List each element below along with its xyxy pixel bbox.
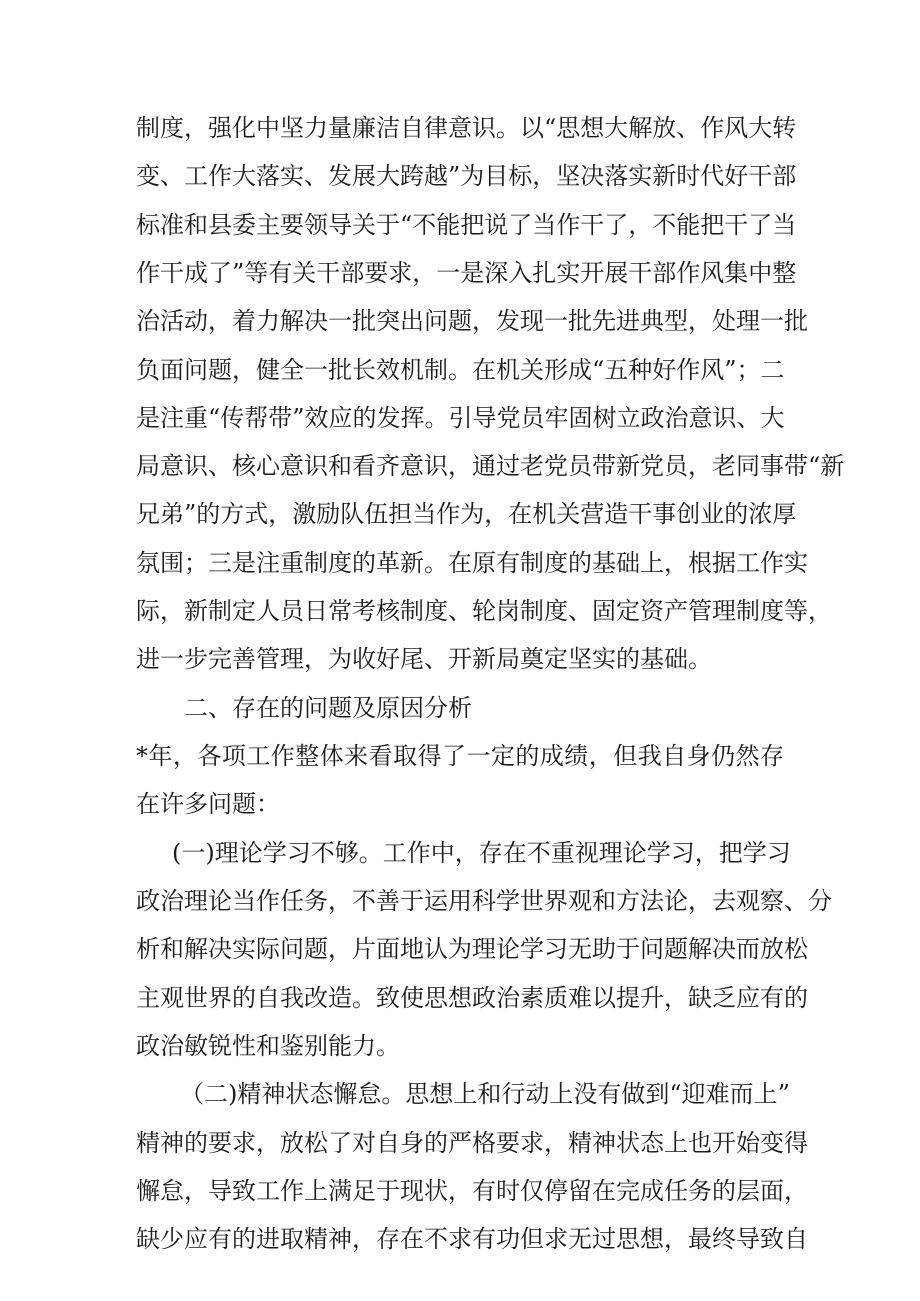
text-line: 政治敏锐性和鉴别能力。 (136, 1032, 400, 1060)
text-line: 是注重“传帮带”效应的发挥。引导党员牢固树立政治意识、大 (136, 404, 785, 432)
text-line: 局意识、核心意识和看齐意识，通过老党员带新党员，老同事带“新 (136, 452, 845, 480)
section-heading: 二、存在的问题及原因分析 (184, 694, 472, 722)
text-line: 制度，强化中坚力量廉洁自律意识。以“思想大解放、作风大转 (136, 114, 797, 142)
text-line: (一)理论学习不够。工作中，存在不重视理论学习，把学习 (172, 839, 791, 867)
text-line: 氛围；三是注重制度的革新。在原有制度的基础上，根据工作实 (136, 549, 808, 577)
text-line: 析和解决实际问题，片面地认为理论学习无助于问题解决而放松 (136, 935, 808, 963)
text-line: 进一步完善管理，为收好尾、开新局奠定坚实的基础。 (136, 645, 712, 673)
text-line: *年，各项工作整体来看取得了一定的成绩，但我自身仍然存 (136, 742, 784, 770)
text-line: （二)精神状态懈怠。思想上和行动上没有做到“迎难而上” (180, 1080, 790, 1108)
text-line: 主观世界的自我改造。致使思想政治素质难以提升，缺乏应有的 (136, 984, 808, 1012)
text-line: 标准和县委主要领导关于“不能把说了当作干了，不能把干了当 (136, 211, 797, 239)
text-line: 兄弟”的方式，激励队伍担当作为，在机关营造干事创业的浓厚 (136, 500, 797, 528)
text-line: 治活动，着力解决一批突出问题，发现一批先进典型，处理一批 (136, 307, 808, 335)
text-line: 精神的要求，放松了对自身的严格要求，精神状态上也开始变得 (136, 1129, 808, 1157)
text-line: 变、工作大落实、发展大跨越”为目标，坚决落实新时代好干部 (136, 162, 797, 190)
text-line: 作干成了”等有关干部要求，一是深入扎实开展干部作风集中整 (136, 259, 797, 287)
text-line: 负面问题，健全一批长效机制。在机关形成“五种好作风”；二 (136, 356, 785, 384)
text-line: 政治理论当作任务，不善于运用科学世界观和方法论，去观察、分 (136, 887, 832, 915)
text-line: 懈怠，导致工作上满足于现状，有时仅停留在完成任务的层面， (136, 1177, 808, 1205)
text-line: 在许多问题： (136, 790, 280, 818)
text-line: 际，新制定人员日常考核制度、轮岗制度、固定资产管理制度等， (136, 597, 832, 625)
text-line: 缺少应有的进取精神，存在不求有功但求无过思想，最终导致自 (136, 1225, 808, 1253)
